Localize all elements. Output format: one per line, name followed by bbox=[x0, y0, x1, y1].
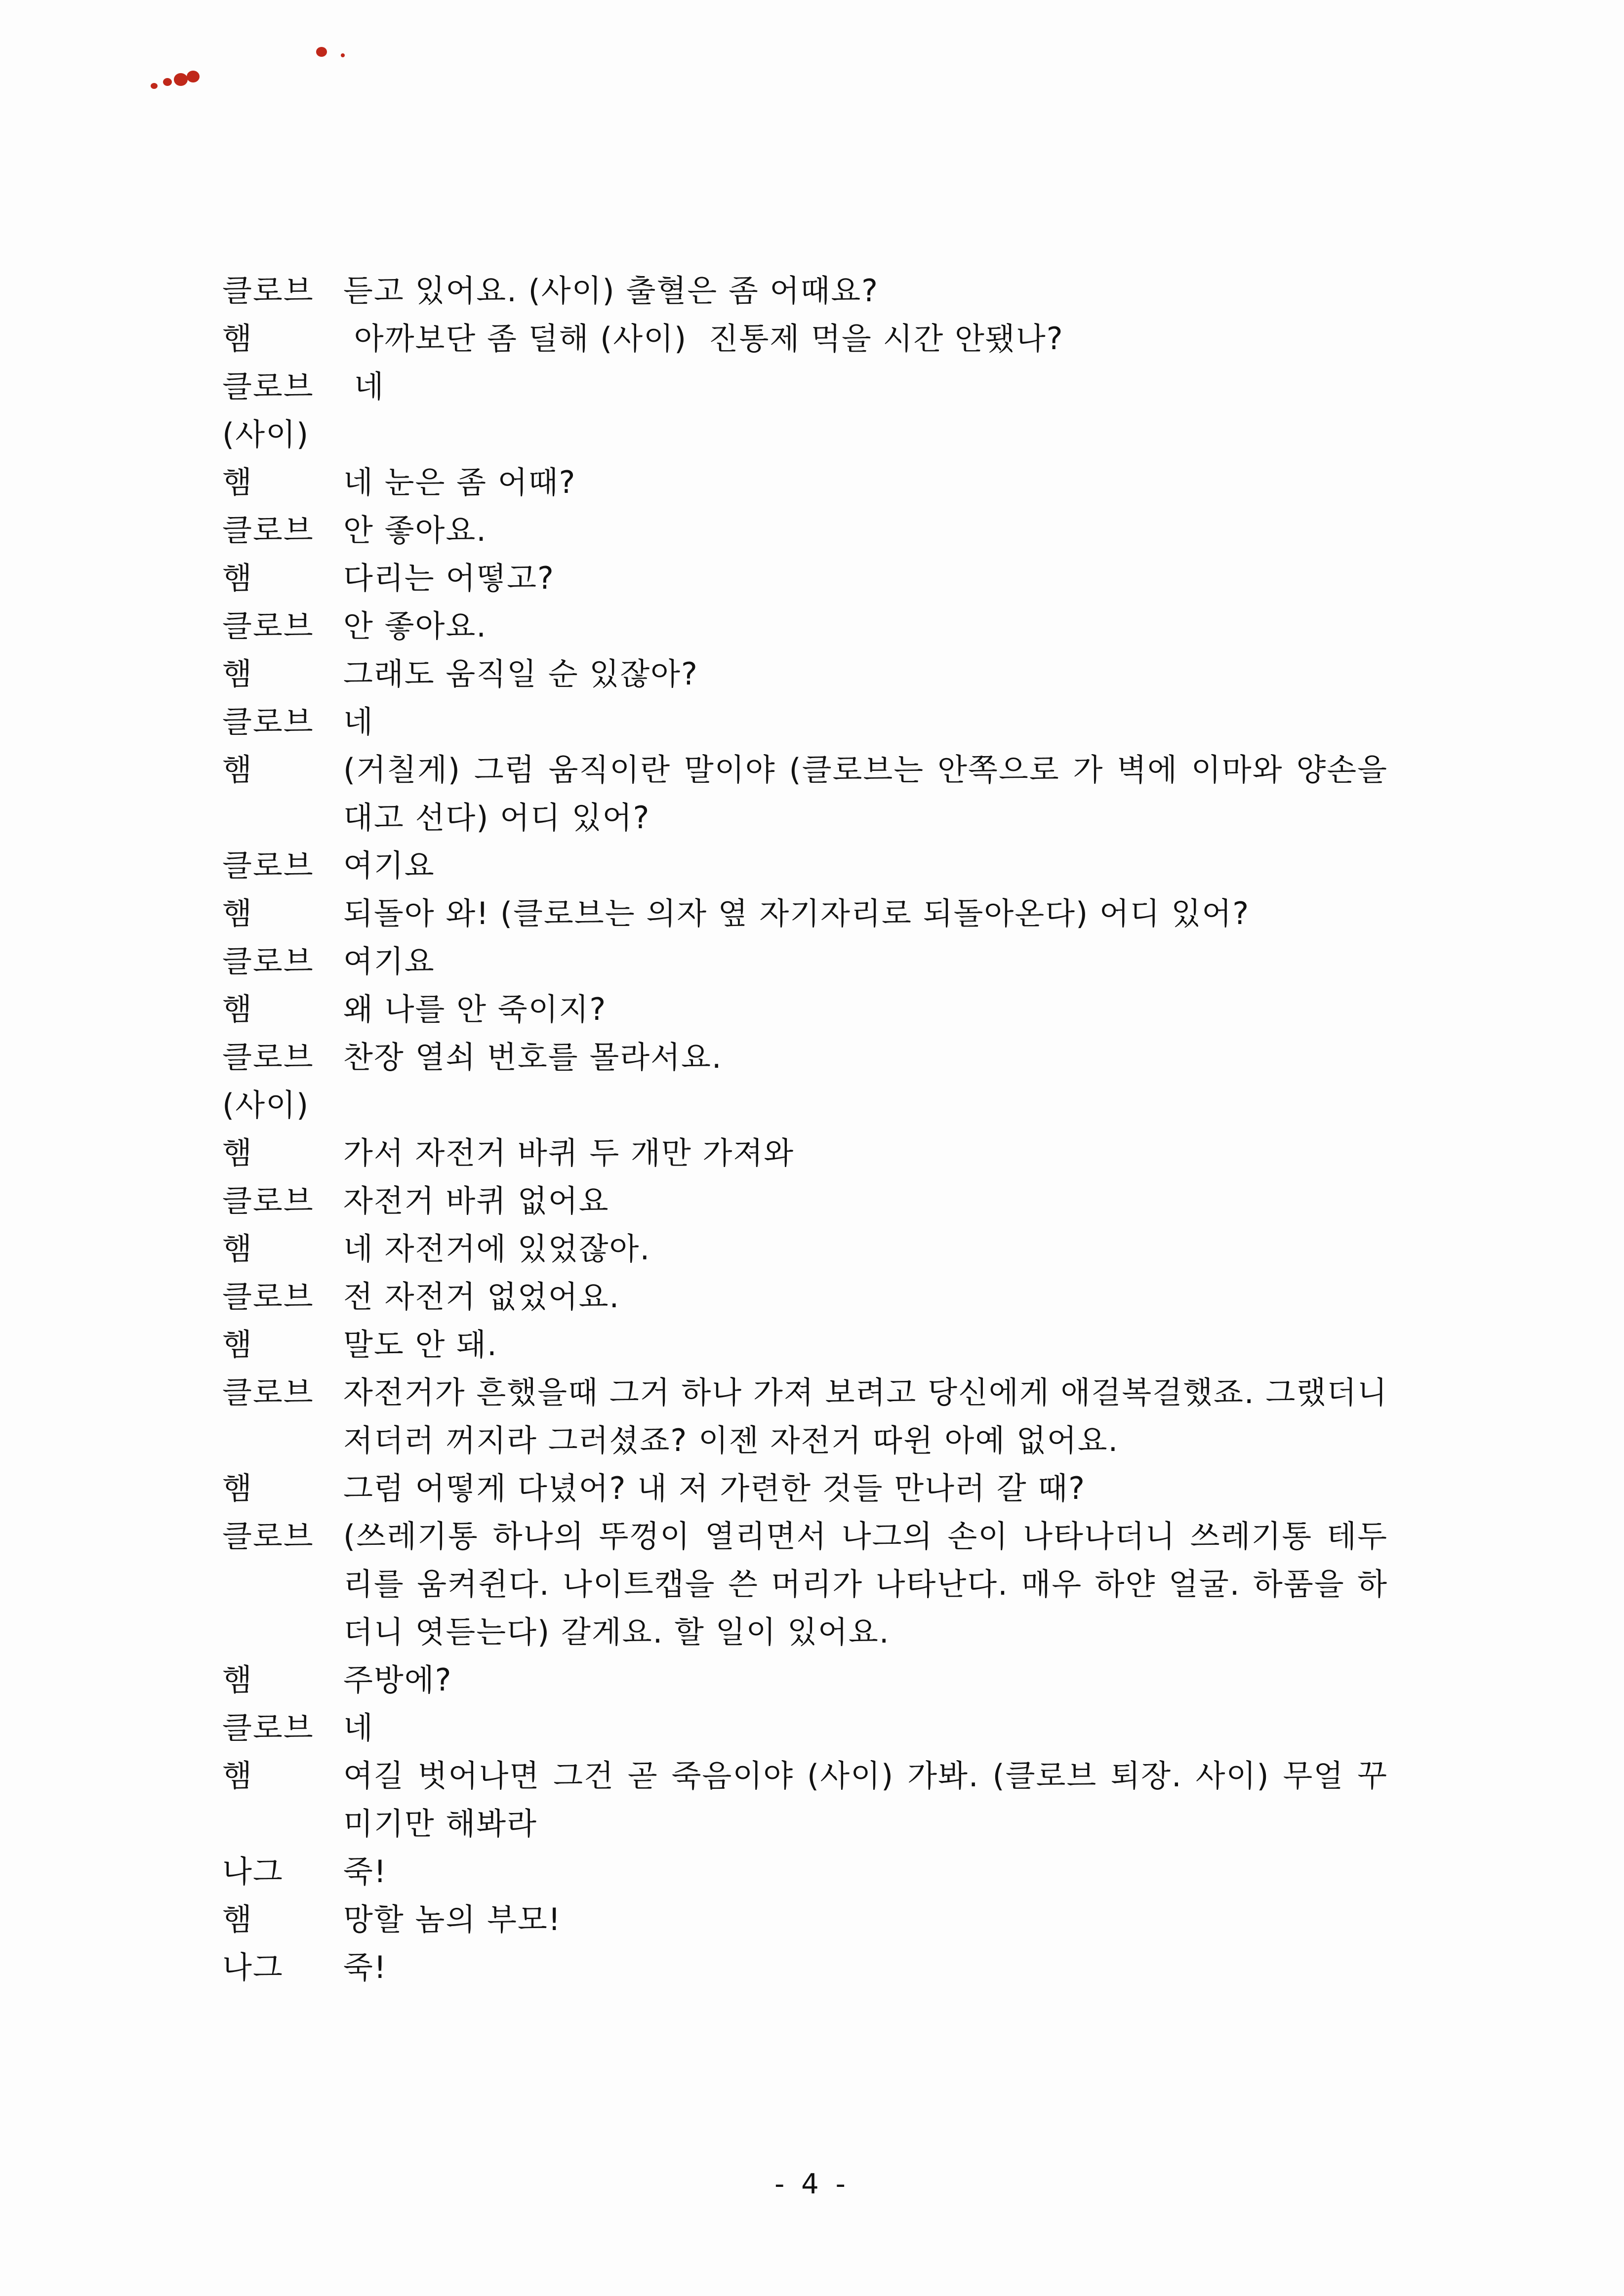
dialogue-line bbox=[222, 1656, 1388, 1704]
dialogue-text: (쓰레기통 하나의 뚜껑이 열리면서 나그의 손이 나타나더니 쓰레기통 테두리를 움켜쥔다. 나이트캡을 쓴 머리가 나타난다. 매우 하얀 얼굴. 하품을 하더니 엿듣는다) 갈게요. 할 일이 있어요. bbox=[343, 1518, 1388, 1650]
dialogue-line bbox=[222, 458, 1388, 506]
dialogue-text: 네 눈은 좀 어때? bbox=[343, 464, 576, 500]
dialogue-line bbox=[222, 363, 1388, 410]
dialogue-line bbox=[222, 267, 1388, 315]
dialogue-text: 다리는 어떻고? bbox=[343, 560, 555, 596]
speaker-name: 햄 bbox=[222, 1470, 253, 1506]
dialogue-text: 네 bbox=[343, 1710, 374, 1746]
dialogue-text: 죽! bbox=[343, 1853, 387, 1890]
speaker-name: 나그 bbox=[222, 1853, 284, 1890]
dialogue-text: 여기요 bbox=[343, 847, 435, 884]
ink-stain bbox=[151, 83, 158, 89]
dialogue-text: 그래도 움직일 순 있잖아? bbox=[343, 656, 698, 692]
dialogue-line bbox=[222, 1129, 1388, 1177]
dialogue-text: 네 bbox=[343, 368, 385, 404]
dialogue-line bbox=[222, 1033, 1388, 1081]
dialogue-line bbox=[222, 602, 1388, 650]
dialogue-text: 전 자전거 없었어요. bbox=[343, 1279, 620, 1315]
dialogue-line bbox=[222, 1273, 1388, 1321]
dialogue-line bbox=[222, 1225, 1388, 1273]
dialogue-line bbox=[222, 746, 1388, 842]
dialogue-text: 망할 놈의 부모! bbox=[343, 1901, 562, 1937]
dialogue-text: 말도 안 돼. bbox=[343, 1327, 498, 1363]
speaker-name: 햄 bbox=[222, 656, 253, 692]
stage-direction: (사이) bbox=[222, 416, 310, 452]
speaker-name: 클로브 bbox=[222, 1710, 314, 1746]
dialogue-line bbox=[222, 985, 1388, 1033]
ink-stain bbox=[174, 73, 188, 86]
ink-stain bbox=[316, 47, 327, 57]
dialogue-line bbox=[222, 506, 1388, 554]
dialogue-text: 찬장 열쇠 번호를 몰라서요. bbox=[343, 1039, 723, 1075]
page-number: - 4 - bbox=[774, 2168, 850, 2200]
dialogue-line bbox=[222, 1369, 1388, 1464]
dialogue-text: (거칠게) 그럼 움직이란 말이야 (클로브는 안쪽으로 가 벽에 이마와 양손을 대고 선다) 어디 있어? bbox=[343, 752, 1388, 836]
speaker-name: 클로브 bbox=[222, 1374, 314, 1410]
speaker-name: 햄 bbox=[222, 1231, 253, 1267]
dialogue-text: 자전거 바퀴 없어요 bbox=[343, 1183, 609, 1219]
dialogue-text: 듣고 있어요. (사이) 출혈은 좀 어때요? bbox=[343, 273, 879, 309]
speaker-name: 클로브 bbox=[222, 1183, 314, 1219]
dialogue-text: 자전거가 흔했을때 그거 하나 가져 보려고 당신에게 애걸복걸했죠. 그랬더니 저더러 꺼지라 그러셨죠? 이젠 자전거 따윈 아예 없어요. bbox=[343, 1374, 1388, 1458]
dialogue-line bbox=[222, 1848, 1388, 1895]
dialogue-text: 네 자전거에 있었잖아. bbox=[343, 1231, 651, 1267]
dialogue-line bbox=[222, 1464, 1388, 1512]
speaker-name: 클로브 bbox=[222, 943, 314, 979]
speaker-name: 클로브 bbox=[222, 608, 314, 644]
dialogue-line bbox=[222, 889, 1388, 937]
speaker-name: 햄 bbox=[222, 1901, 253, 1937]
speaker-name: 햄 bbox=[222, 321, 253, 357]
speaker-name: 햄 bbox=[222, 895, 253, 931]
speaker-name: 햄 bbox=[222, 560, 253, 596]
dialogue-text: 네 bbox=[343, 704, 374, 740]
speaker-name: 햄 bbox=[222, 1327, 253, 1363]
speaker-name: 클로브 bbox=[222, 273, 314, 309]
dialogue-line bbox=[222, 315, 1388, 363]
dialogue-line bbox=[222, 1943, 1388, 1991]
speaker-name: 햄 bbox=[222, 991, 253, 1027]
ink-stain bbox=[163, 78, 172, 86]
dialogue-text: 죽! bbox=[343, 1949, 387, 1985]
dialogue-line bbox=[222, 554, 1388, 602]
dialogue-text: 주방에? bbox=[343, 1662, 452, 1698]
stage-direction: (사이) bbox=[222, 1087, 310, 1123]
dialogue-line bbox=[222, 1895, 1388, 1943]
dialogue-text: 안 좋아요. bbox=[343, 512, 487, 548]
dialogue-line bbox=[222, 1177, 1388, 1225]
speaker-name: 햄 bbox=[222, 1135, 253, 1171]
dialogue-text: 안 좋아요. bbox=[343, 608, 487, 644]
speaker-name: 클로브 bbox=[222, 1518, 314, 1554]
dialogue-text: 되돌아 와! (클로브는 의자 옆 자기자리로 되돌아온다) 어디 있어? bbox=[343, 895, 1250, 931]
speaker-name: 클로브 bbox=[222, 847, 314, 884]
dialogue-line bbox=[222, 1704, 1388, 1752]
dialogue-line bbox=[222, 698, 1388, 746]
ink-stain bbox=[187, 71, 200, 82]
dialogue-text: 아까보단 좀 덜해 (사이) 진통제 먹을 시간 안됐나? bbox=[343, 321, 1064, 357]
dialogue-line bbox=[222, 1512, 1388, 1656]
script-body bbox=[222, 267, 1388, 1991]
dialogue-line bbox=[222, 842, 1388, 889]
dialogue-text: 여기요 bbox=[343, 943, 435, 979]
dialogue-text: 가서 자전거 바퀴 두 개만 가져와 bbox=[343, 1135, 795, 1171]
speaker-name: 클로브 bbox=[222, 704, 314, 740]
speaker-name: 클로브 bbox=[222, 1039, 314, 1075]
speaker-name: 클로브 bbox=[222, 1279, 314, 1315]
dialogue-text: 왜 나를 안 죽이지? bbox=[343, 991, 607, 1027]
speaker-name: 나그 bbox=[222, 1949, 284, 1985]
dialogue-line bbox=[222, 1752, 1388, 1848]
dialogue-line bbox=[222, 937, 1388, 985]
dialogue-text: 그럼 어떻게 다녔어? 내 저 가련한 것들 만나러 갈 때? bbox=[343, 1470, 1086, 1506]
ink-stain bbox=[341, 53, 345, 57]
speaker-name: 햄 bbox=[222, 1758, 253, 1794]
dialogue-text: 여길 벗어나면 그건 곧 죽음이야 (사이) 가봐. (클로브 퇴장. 사이) 무얼 꾸미기만 해봐라 bbox=[343, 1758, 1388, 1842]
speaker-name: 햄 bbox=[222, 464, 253, 500]
speaker-name: 클로브 bbox=[222, 512, 314, 548]
speaker-name: 햄 bbox=[222, 752, 253, 788]
speaker-name: 햄 bbox=[222, 1662, 253, 1698]
dialogue-line bbox=[222, 650, 1388, 698]
dialogue-line bbox=[222, 1321, 1388, 1369]
speaker-name: 클로브 bbox=[222, 368, 314, 404]
